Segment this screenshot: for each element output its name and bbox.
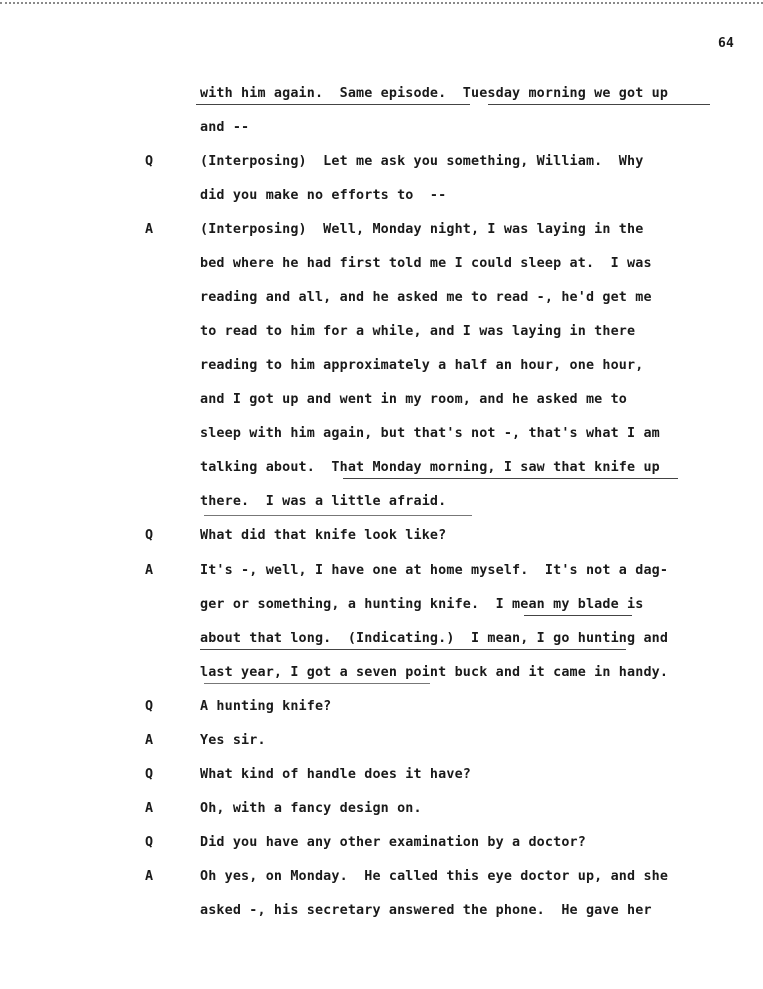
underline-mark: [200, 649, 626, 650]
transcript-line: What kind of handle does it have?: [200, 767, 471, 782]
transcript-line: bed where he had first told me I could sleep at. I was: [200, 256, 652, 271]
transcript-line: did you make no efforts to --: [200, 188, 447, 203]
page-number: 64: [718, 36, 735, 51]
transcript-line: sleep with him again, but that's not -, that's what I am: [200, 426, 660, 441]
transcript-line: there. I was a little afraid.: [200, 494, 447, 509]
speaker-label: A: [145, 801, 154, 816]
transcript-line: talking about. That Monday morning, I saw that knife up: [200, 460, 660, 475]
transcript-line: (Interposing) Let me ask you something, William. Why: [200, 154, 644, 169]
transcript-line: What did that knife look like?: [200, 528, 447, 543]
speaker-label: A: [145, 869, 154, 884]
underline-mark: [204, 515, 472, 516]
speaker-label: Q: [145, 767, 154, 782]
speaker-label: Q: [145, 154, 154, 169]
transcript-line: and I got up and went in my room, and he asked me to: [200, 392, 628, 407]
underline-mark: [204, 683, 430, 684]
speaker-label: A: [145, 733, 154, 748]
transcript-line: Oh yes, on Monday. He called this eye doctor up, and she: [200, 869, 669, 884]
transcript-line: last year, I got a seven point buck and it came in handy.: [200, 665, 669, 680]
transcript-line: reading to him approximately a half an hour, one hour,: [200, 358, 644, 373]
transcript-line: about that long. (Indicating.) I mean, I go hunting and: [200, 631, 669, 646]
speaker-label: Q: [145, 835, 154, 850]
transcript-line: with him again. Same episode. Tuesday morning we got up: [200, 86, 669, 101]
transcript-line: ger or something, a hunting knife. I mean my blade is: [200, 597, 644, 612]
underline-mark: [488, 104, 710, 105]
transcript-line: Yes sir.: [200, 733, 266, 748]
transcript-line: asked -, his secretary answered the phone. He gave her: [200, 903, 652, 918]
transcript-line: reading and all, and he asked me to read -, he'd get me: [200, 290, 652, 305]
transcript-line: to read to him for a while, and I was laying in there: [200, 324, 636, 339]
transcript-line: and --: [200, 120, 250, 135]
transcript-line: Oh, with a fancy design on.: [200, 801, 422, 816]
transcript-line: Did you have any other examination by a doctor?: [200, 835, 586, 850]
transcript-line: A hunting knife?: [200, 699, 332, 714]
speaker-label: A: [145, 222, 154, 237]
speaker-label: A: [145, 563, 154, 578]
page-top-edge: [0, 2, 763, 4]
speaker-label: Q: [145, 528, 154, 543]
speaker-label: Q: [145, 699, 154, 714]
underline-mark: [196, 104, 470, 105]
underline-mark: [524, 615, 632, 616]
underline-mark: [343, 478, 678, 479]
transcript-line: It's -, well, I have one at home myself. It's not a dag-: [200, 563, 669, 578]
transcript-line: (Interposing) Well, Monday night, I was laying in the: [200, 222, 644, 237]
